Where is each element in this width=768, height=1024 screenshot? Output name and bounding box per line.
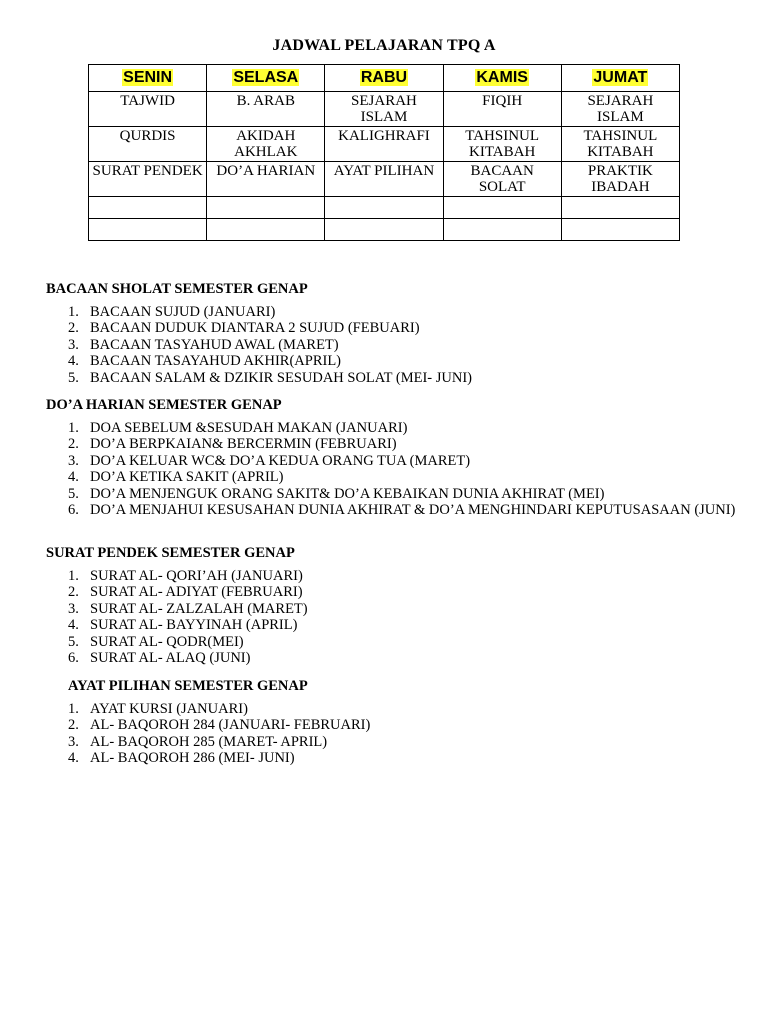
table-cell-empty [443, 219, 561, 241]
list-item-text: SURAT AL- BAYYINAH (APRIL) [90, 617, 298, 634]
list-item: 4. SURAT AL- BAYYINAH (APRIL) [68, 617, 298, 634]
table-cell: AKIDAH AKHLAK [207, 127, 325, 162]
list-item: 2. AL- BAQOROH 284 (JANUARI- FEBRUARI) [68, 717, 371, 734]
list-item: 3. AL- BAQOROH 285 (MARET- APRIL) [68, 733, 328, 750]
list-item-text: AL- BAQOROH 285 (MARET- APRIL) [90, 733, 328, 750]
table-cell: SEJARAH ISLAM [325, 92, 443, 127]
day-label: RABU [360, 69, 408, 86]
day-label: JUMAT [593, 69, 648, 86]
list-item: 6. DO’A MENJAHUI KESUSAHAN DUNIA AKHIRAT & DO’A MENGHINDARI KEPUTUSASAAN (JUNI) [68, 502, 736, 519]
section-title: SURAT PENDEK SEMESTER GENAP [46, 545, 295, 561]
day-header-rabu [325, 65, 443, 92]
table-cell: TAHSINUL KITABAH [443, 127, 561, 162]
list-item: 6. SURAT AL- ALAQ (JUNI) [68, 650, 251, 667]
list-item: 1. AYAT KURSI (JANUARI) [68, 701, 248, 717]
table-cell: TAHSINUL KITABAH [561, 127, 679, 162]
list-item: 4. AL- BAQOROH 286 (MEI- JUNI) [68, 750, 295, 767]
section-title: DO’A HARIAN SEMESTER GENAP [46, 397, 282, 413]
table-cell-empty [207, 197, 325, 219]
schedule-header-row [89, 65, 680, 92]
list-item: 2. BACAAN DUDUK DIANTARA 2 SUJUD (FEBUARI) [68, 320, 420, 337]
table-cell-empty [89, 219, 207, 241]
section-doa-harian [46, 397, 736, 518]
list-item-text: BACAAN TASYAHUD AWAL (MARET) [90, 336, 339, 353]
page-title: JADWAL PELAJARAN TPQ A [272, 37, 496, 54]
list-item-text: DO’A KELUAR WC& DO’A KEDUA ORANG TUA (MARET) [90, 452, 471, 469]
list-item-text: AL- BAQOROH 286 (MEI- JUNI) [90, 750, 295, 767]
table-row [89, 162, 680, 197]
list-item-text: SURAT AL- ZALZALAH (MARET) [90, 600, 308, 617]
day-header-senin [89, 65, 207, 92]
list-item-text: BACAAN TASAYAHUD AKHIR(APRIL) [90, 353, 342, 370]
table-cell-empty [561, 219, 679, 241]
table-cell-empty [325, 197, 443, 219]
schedule-table [88, 64, 680, 241]
list-item: 2. DO’A BERPKAIAN& BERCERMIN (FEBRUARI) [68, 436, 397, 453]
table-cell: SEJARAH ISLAM [561, 92, 679, 127]
list-item: 4. BACAAN TASAYAHUD AKHIR(APRIL) [68, 353, 342, 370]
list-item: 5. DO’A MENJENGUK ORANG SAKIT& DO’A KEBAIKAN DUNIA AKHIRAT (MEI) [68, 485, 605, 502]
list-item: 1. DOA SEBELUM &SESUDAH MAKAN (JANUARI) [68, 420, 408, 436]
list-item-text: SURAT AL- ADIYAT (FEBRUARI) [90, 584, 303, 601]
table-cell-empty [561, 197, 679, 219]
table-cell: SURAT PENDEK [89, 162, 207, 197]
list-item-text: DO’A MENJAHUI KESUSAHAN DUNIA AKHIRAT & DO’A MENGHINDARI KEPUTUSASAAN (JUNI) [90, 502, 736, 519]
table-cell-empty [89, 197, 207, 219]
table-row [89, 127, 680, 162]
list-item: 3. DO’A KELUAR WC& DO’A KEDUA ORANG TUA (MARET) [68, 452, 471, 469]
section-ayat-pilihan [68, 678, 758, 767]
list-item-text: SURAT AL- ALAQ (JUNI) [90, 650, 251, 667]
table-cell: B. ARAB [207, 92, 325, 127]
list-item: 1. BACAAN SUJUD (JANUARI) [68, 304, 276, 320]
list-item: 2. SURAT AL- ADIYAT (FEBRUARI) [68, 584, 303, 601]
list-item-text: BACAAN DUDUK DIANTARA 2 SUJUD (FEBUARI) [90, 320, 420, 337]
list-item-text: BACAAN SALAM & DZIKIR SESUDAH SOLAT (MEI- JUNI) [90, 369, 472, 386]
list-item: 5. SURAT AL- QODR(MEI) [68, 633, 244, 650]
section-title: AYAT PILIHAN SEMESTER GENAP [68, 678, 308, 694]
table-cell-empty [207, 219, 325, 241]
day-header-kamis [443, 65, 561, 92]
day-label: SENIN [123, 69, 173, 86]
list-item-text: DO’A KETIKA SAKIT (APRIL) [90, 469, 284, 486]
table-cell-empty [443, 197, 561, 219]
table-row-empty [89, 197, 680, 219]
section-surat-pendek [46, 545, 736, 666]
numbered-list [46, 304, 736, 386]
table-cell: FIQIH [443, 92, 561, 127]
list-item-text: DO’A MENJENGUK ORANG SAKIT& DO’A KEBAIKAN DUNIA AKHIRAT (MEI) [90, 485, 605, 502]
day-header-selasa [207, 65, 325, 92]
list-item: 4. DO’A KETIKA SAKIT (APRIL) [68, 469, 284, 486]
list-item-text: BACAAN SUJUD (JANUARI) [90, 304, 276, 320]
table-cell: QURDIS [89, 127, 207, 162]
table-cell-empty [325, 219, 443, 241]
table-row [89, 92, 680, 127]
numbered-list [46, 568, 736, 666]
table-cell: BACAAN SOLAT [443, 162, 561, 197]
section-title: BACAAN SHOLAT SEMESTER GENAP [46, 281, 308, 297]
day-label: SELASA [233, 69, 299, 86]
day-header-jumat [561, 65, 679, 92]
table-cell: TAJWID [89, 92, 207, 127]
list-item-text: AL- BAQOROH 284 (JANUARI- FEBRUARI) [90, 717, 371, 734]
table-cell: PRAKTIK IBADAH [561, 162, 679, 197]
list-item: 3. SURAT AL- ZALZALAH (MARET) [68, 600, 308, 617]
list-item-text: AYAT KURSI (JANUARI) [90, 701, 248, 717]
table-cell: AYAT PILIHAN [325, 162, 443, 197]
numbered-list [46, 701, 758, 767]
list-item-text: DOA SEBELUM &SESUDAH MAKAN (JANUARI) [90, 420, 408, 436]
list-item: 3. BACAAN TASYAHUD AWAL (MARET) [68, 336, 339, 353]
day-label: KAMIS [476, 69, 528, 86]
list-item: 5. BACAAN SALAM & DZIKIR SESUDAH SOLAT (MEI- JUNI) [68, 369, 472, 386]
table-row-empty [89, 219, 680, 241]
list-item-text: SURAT AL- QORI’AH (JANUARI) [90, 568, 303, 584]
numbered-list [46, 420, 736, 518]
list-item: 1. SURAT AL- QORI’AH (JANUARI) [68, 568, 303, 584]
table-cell: KALIGHRAFI [325, 127, 443, 162]
list-item-text: SURAT AL- QODR(MEI) [90, 633, 244, 650]
table-cell: DO’A HARIAN [207, 162, 325, 197]
list-item-text: DO’A BERPKAIAN& BERCERMIN (FEBRUARI) [90, 436, 397, 453]
section-bacaan-sholat [46, 281, 736, 386]
